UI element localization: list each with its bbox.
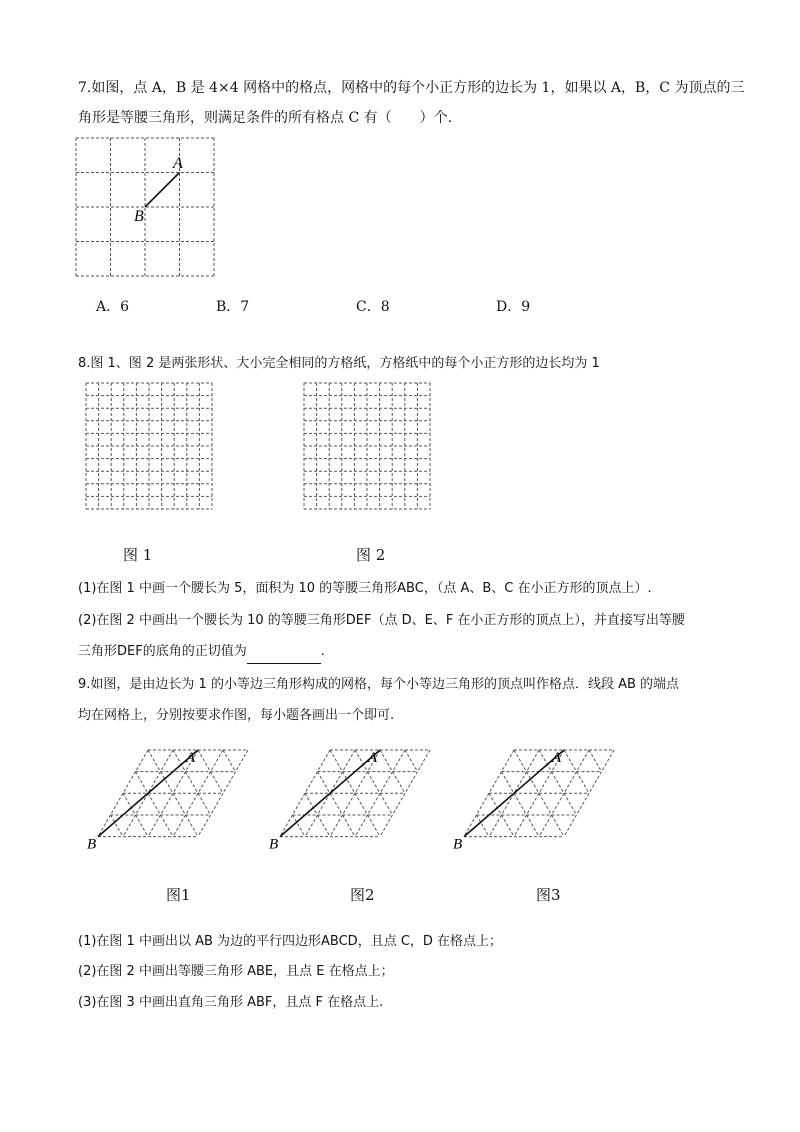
q8-part2-line2: 三角形DEF的底角的正切值为 . — [78, 641, 325, 664]
q8-fig2-grid — [302, 381, 432, 511]
q7-option-c: C．8 — [356, 299, 390, 315]
point-b-label: B — [269, 836, 279, 853]
q9-fig2-triangle-grid — [269, 745, 456, 860]
point-b-label: B — [453, 836, 463, 853]
q8-fig2-caption: 图 2 — [356, 546, 386, 564]
q9-fig3-caption: 图3 — [536, 886, 561, 904]
q7-option-a: A．6 — [96, 299, 130, 315]
q9-part1: (1)在图 1 中画出以 AB 为边的平行四边形ABCD，且点 C，D 在格点上； — [78, 934, 503, 949]
q8-part2-line1: (2)在图 2 中画出一个腰长为 10 的等腰三角形DEF（点 D、E、F 在小正方形的顶点上），并直接写出等腰 — [78, 613, 685, 628]
q8-part1: (1)在图 1 中画一个腰长为 5，面积为 10 的等腰三角形ABC，（点 A、B、C 在小正方形的顶点上）. — [78, 581, 652, 596]
point-b-label: B — [87, 836, 97, 853]
point-a-label: A — [173, 155, 183, 172]
q9-fig2-caption: 图2 — [350, 886, 375, 904]
point-a-label: A — [186, 750, 196, 766]
q7-text-line2: 角形是等腰三角形，则满足条件的所有格点 C 有（ ）个. — [78, 110, 453, 126]
point-a-label: A — [552, 750, 562, 766]
q9-fig1-caption: 图1 — [166, 886, 191, 904]
answer-blank[interactable] — [247, 641, 321, 664]
q7-option-d: D．9 — [496, 299, 531, 315]
q7-grid-figure — [74, 136, 216, 278]
q9-text-line1: 9.如图，是由边长为 1 的小等边三角形构成的网格，每个小等边三角形的顶点叫作格点．线段 AB 的端点 — [78, 677, 680, 692]
q8-fig1-grid — [84, 381, 214, 511]
q9-text-line2: 均在网格上，分别按要求作图，每小题各画出一个即可. — [78, 708, 395, 723]
q9-fig1-triangle-grid — [87, 745, 274, 860]
q7-text-line1: 7.如图，点 A，B 是 4×4 网格中的格点，网格中的每个小正方形的边长为 1，如果以 A，B，C 为顶点的三 — [78, 80, 745, 96]
point-a-label: A — [368, 750, 378, 766]
point-b-label: B — [134, 208, 144, 225]
segment-ab — [145, 173, 180, 208]
q7-option-b: B．7 — [216, 299, 250, 315]
q8-intro: 8.图 1、图 2 是两张形状、大小完全相同的方格纸，方格纸中的每个小正方形的边长均为 1 — [78, 356, 600, 371]
q9-part2: (2)在图 2 中画出等腰三角形 ABE，且点 E 在格点上； — [78, 964, 394, 979]
q9-part3: (3)在图 3 中画出直角三角形 ABF，且点 F 在格点上. — [78, 995, 384, 1010]
q9-fig3-triangle-grid — [453, 745, 640, 860]
q8-fig1-caption: 图 1 — [123, 546, 153, 564]
